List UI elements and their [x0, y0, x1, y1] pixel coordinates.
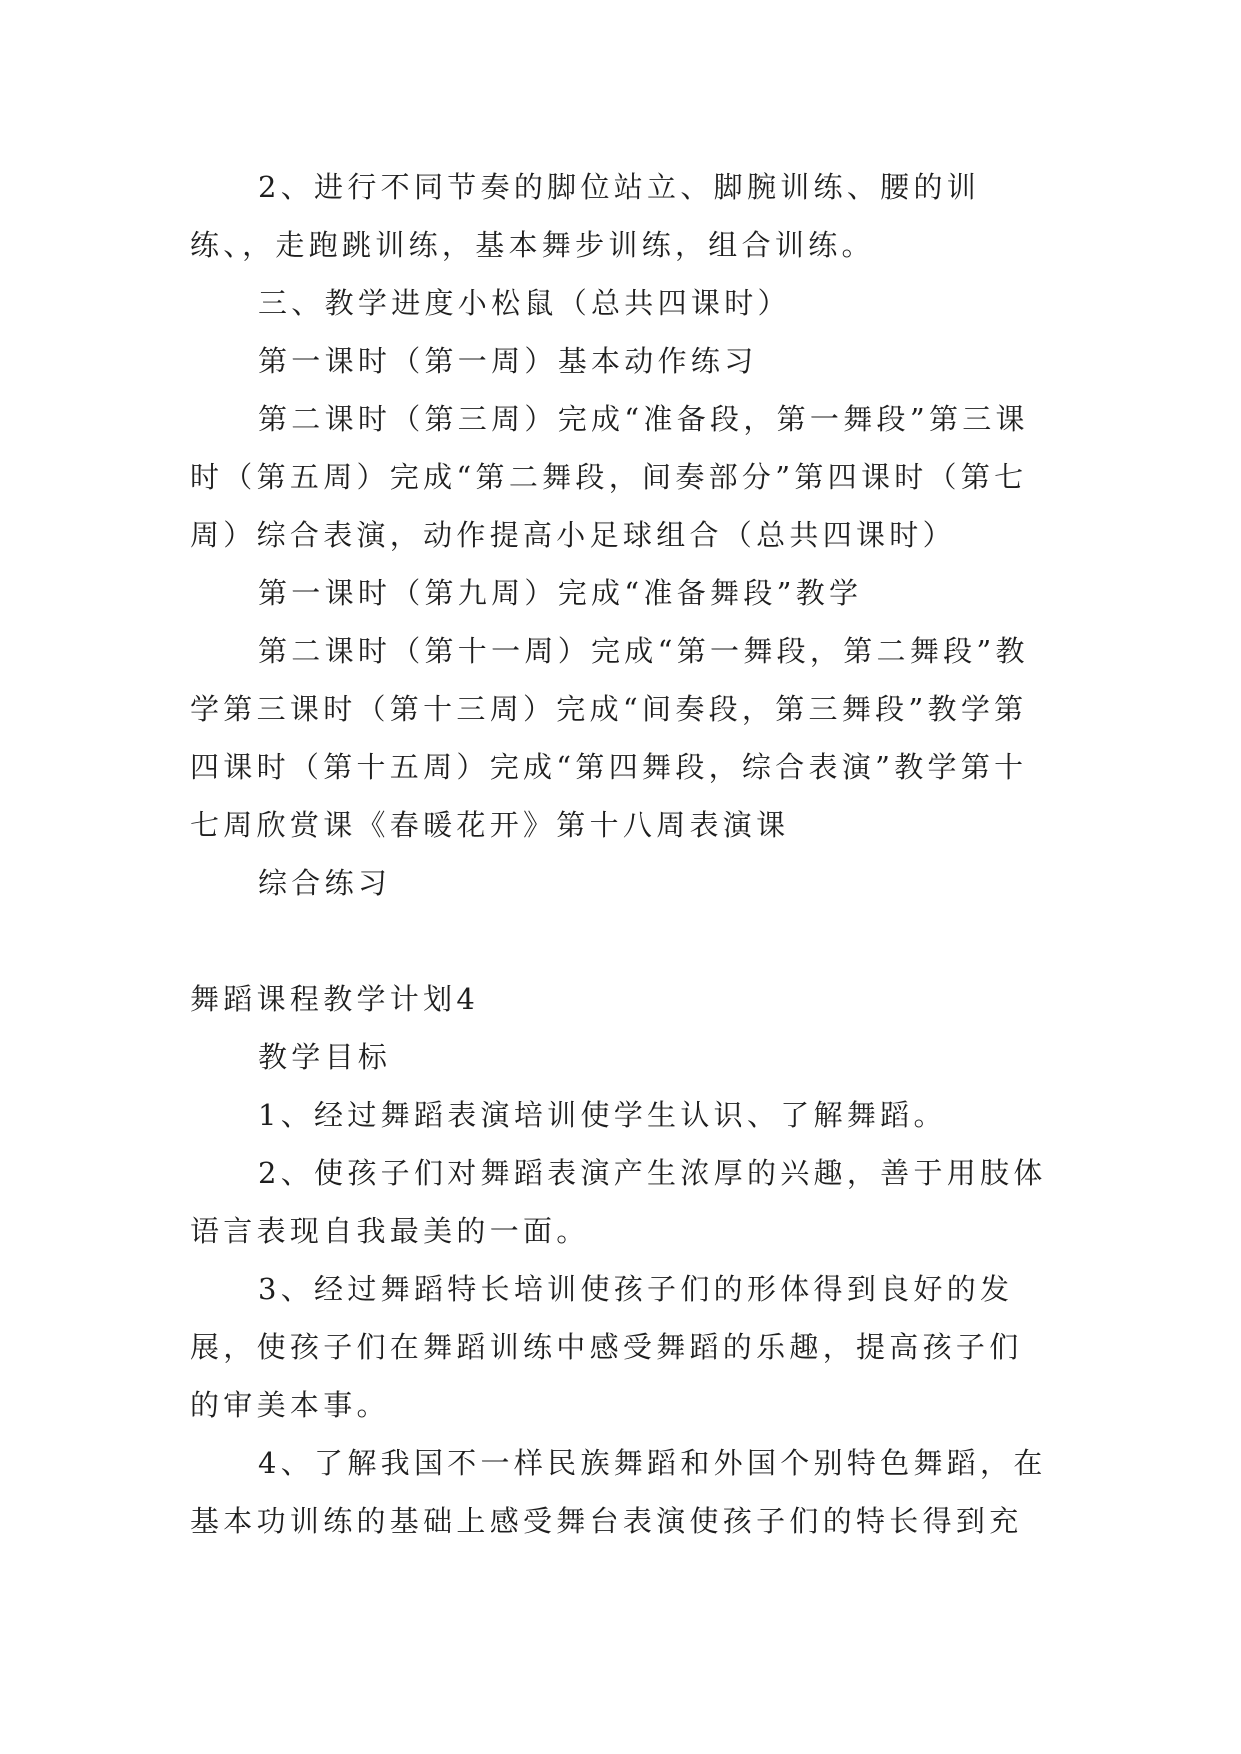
heading-teaching-goals: 教学目标: [258, 1040, 392, 1074]
paragraph-football-lessons-2-4: 第二课时（第十一周）完成“第一舞段，第二舞段”教学第三课时（第十三周）完成“间奏段，第三舞段”教学第四课时（第十五周）完成“第四舞段，综合表演”教学第十七周欣赏课《春暖花开》第十八周表演课: [190, 634, 1029, 842]
document-body: [190, 158, 1052, 1550]
goal-item-2: 2、使孩子们对舞蹈表演产生浓厚的兴趣，善于用肢体语言表现自我最美的一面。: [190, 1156, 1047, 1248]
paragraph-football-lesson-1: 第一课时（第九周）完成“准备舞段”教学: [258, 576, 863, 610]
paragraph-lesson-1: 第一课时（第一周）基本动作练习: [258, 344, 758, 378]
heading-teaching-progress: 三、教学进度小松鼠（总共四课时）: [258, 286, 791, 320]
paragraph-lessons-2-4: 第二课时（第三周）完成“准备段，第一舞段”第三课时（第五周）完成“第二舞段，间奏部分”第四课时（第七周）综合表演，动作提高小足球组合（总共四课时）: [190, 402, 1029, 552]
goal-item-4: 4、了解我国不一样民族舞蹈和外国个别特色舞蹈，在基本功训练的基础上感受舞台表演使孩子们的特长得到充: [190, 1446, 1047, 1538]
section-spacer: [190, 912, 1052, 970]
goal-item-3: 3、经过舞蹈特长培训使孩子们的形体得到良好的发展，使孩子们在舞蹈训练中感受舞蹈的乐趣，提高孩子们的审美本事。: [190, 1272, 1023, 1422]
paragraph-comprehensive-practice: 综合练习: [258, 866, 392, 900]
goal-item-1: 1、经过舞蹈表演培训使学生认识、了解舞蹈。: [258, 1098, 947, 1132]
paragraph-training-content: 2、进行不同节奏的脚位站立、脚腕训练、腰的训练、，走跑跳训练，基本舞步训练，组合训练。: [190, 170, 981, 262]
section-title: 舞蹈课程教学计划4: [190, 982, 480, 1016]
